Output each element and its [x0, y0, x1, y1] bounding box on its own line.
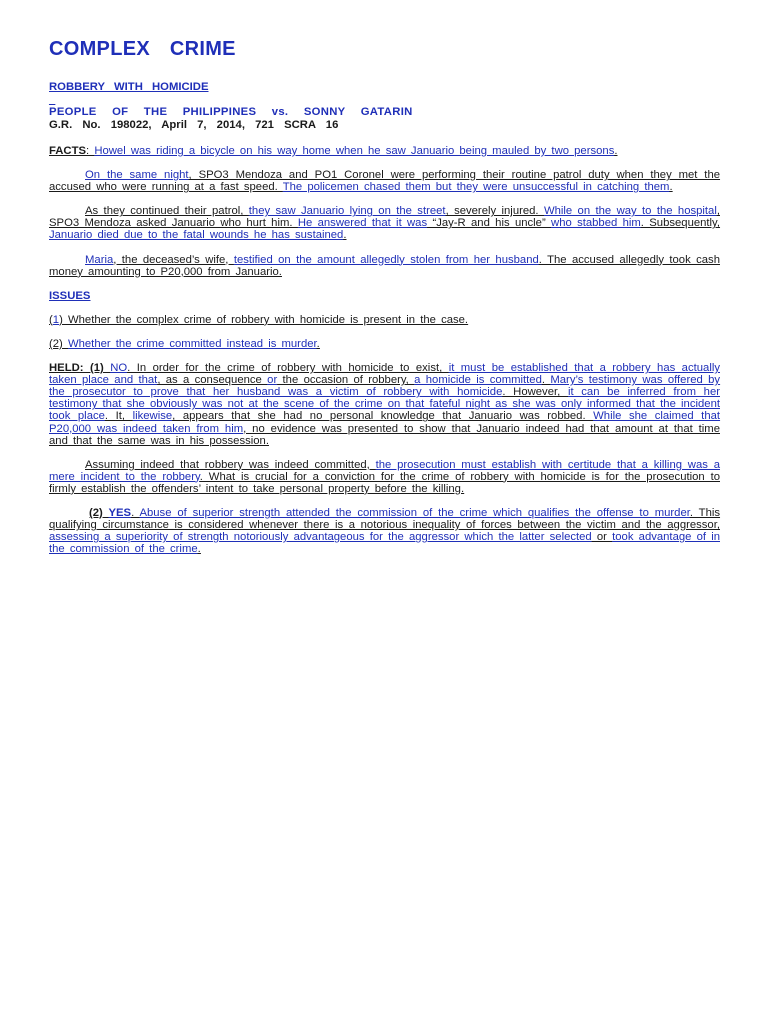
text-run: .: [541, 374, 551, 387]
text-run: As they continued their patrol,: [85, 205, 249, 218]
highlighted-text-run: the prosecution must establish with certitude that a killing was a mere incident to the robbery: [49, 458, 720, 483]
highlighted-text-run: it can be inferred from her testimony that she obviously was not at the scene of the crime on that fateful night as she was only informed that the incident took place: [49, 386, 720, 423]
page-title: COMPLEX CRIME: [49, 38, 236, 60]
highlighted-text-run: likewise: [132, 410, 173, 423]
issue-1: [49, 314, 720, 326]
held-paragraph-3: [49, 507, 720, 555]
highlighted-text-run: assessing a superiority of strength notoriously advantageous for the aggressor which the latter selected: [49, 531, 592, 544]
text-run: . What is crucial for a conviction for the crime of robbery with homicide is for the prosecution to firmly establish the offenders’ intent to take personal property before the killing.: [49, 470, 720, 495]
highlighted-text-run: Howel was riding a bicycle on his way home when he saw Januario being mauled by two persons: [94, 145, 615, 157]
facts-paragraph-4: [49, 254, 720, 278]
highlighted-text-run: YES: [108, 506, 132, 519]
highlighted-text-run: it must be established that a robbery has actually taken place and that: [49, 362, 720, 387]
text-run: the occasion of robbery,: [277, 374, 415, 387]
issues-heading: [49, 290, 720, 302]
held-paragraph-1: [49, 362, 720, 447]
highlighted-text-run: who stabbed him: [551, 217, 641, 230]
text-run: . This qualifying circumstance is considered whenever there is a notorious inequality of forces between the victim and the aggressor,: [49, 506, 721, 532]
text-run: : (1): [79, 362, 111, 375]
highlighted-text-run: NO: [110, 362, 128, 375]
text-run: .: [104, 410, 116, 423]
text-run: ,: [121, 410, 133, 423]
text-run: , SPO3 Mendoza and PO1 Coronel were performing their routine patrol duty when they met the accused who were running at a fast speed.: [49, 169, 721, 194]
highlighted-text-run: or: [267, 374, 278, 387]
highlighted-text-run: While she claimed that P20,000 was indeed taken from him: [49, 410, 721, 435]
text-run: . Subsequently,: [640, 217, 721, 230]
text-run: , as a consequence: [157, 374, 268, 387]
held-paragraph-2: [49, 459, 720, 495]
case-title: PEOPLE OF THE PHILIPPINES vs. SONNY GATARIN: [49, 106, 413, 118]
highlighted-text-run: Maria: [85, 253, 114, 266]
highlighted-text-run: Januario died due to the fatal wounds he has sustained: [49, 229, 344, 242]
text-run: , no evidence was presented to show that Januario indeed had that amount at that time and that the same was in his possession.: [49, 422, 720, 447]
text-run: (2): [89, 506, 109, 519]
highlighted-text-run: The policemen chased them but they were unsuccessful in catching them: [282, 181, 670, 194]
facts-paragraph-1: [49, 145, 720, 157]
text-run: .: [614, 145, 618, 157]
text-run: :: [86, 145, 95, 157]
highlighted-text-run: On the same night: [85, 169, 189, 182]
highlighted-text-run: testified on the amount allegedly stolen from her husband: [233, 253, 539, 266]
highlighted-text-run: took advantage of in the commission of the crime: [49, 531, 720, 556]
facts-paragraph-3: [49, 205, 720, 241]
underscore-line: _: [49, 94, 56, 106]
highlighted-text-run: they saw Januario lying on the street: [248, 205, 446, 218]
text-run: .: [197, 543, 201, 556]
text-run: (2): [49, 337, 68, 350]
text-run: (: [49, 313, 53, 326]
case-citation: G.R. No. 198022, April 7, 2014, 721 SCRA 16: [49, 119, 339, 131]
text-run: FACTS: [49, 145, 87, 157]
text-run: , SPO3 Mendoza asked Januario who hurt him.: [49, 205, 720, 230]
highlighted-text-run: Whether the crime committed instead is murder: [67, 337, 317, 350]
highlighted-text-run: 1: [52, 313, 60, 326]
text-run: HELD: [49, 362, 80, 375]
text-run: or: [591, 531, 613, 544]
issues-label: ISSUES: [49, 289, 91, 302]
facts-paragraph-2: [49, 169, 720, 193]
text-run: .: [316, 337, 320, 350]
text-run: “Jay-R and his uncle”: [427, 217, 552, 230]
text-run: .: [131, 506, 140, 519]
highlighted-text-run: a homicide is committed: [414, 374, 542, 387]
text-run: .: [669, 181, 673, 194]
highlighted-text-run: While on the way to the hospital: [543, 205, 717, 218]
text-run: It: [115, 410, 122, 423]
issue-2: [49, 338, 720, 350]
section-heading: ROBBERY WITH HOMICIDE: [49, 81, 209, 93]
text-run: . However,: [502, 386, 568, 399]
highlighted-text-run: Mary’s testimony was offered by the prosecutor to prove that her husband was a victim of robbery with homicide: [49, 374, 721, 399]
text-run: . In order for the crime of robbery with homicide to exist,: [127, 362, 449, 375]
text-run: Assuming indeed that robbery was indeed committed,: [85, 458, 376, 471]
highlighted-text-run: He answered that it was: [297, 217, 428, 230]
document-body: [49, 38, 720, 567]
highlighted-text-run: Abuse of superior strength attended the commission of the crime which qualifies the offense to murder: [139, 506, 690, 519]
text-run: , the deceased’s wife,: [113, 253, 234, 266]
text-run: ) Whether the complex crime of robbery with homicide is present in the case.: [59, 313, 469, 326]
text-run: . The accused allegedly took cash money amounting to P20,000 from Januario.: [49, 253, 720, 278]
text-run: .: [343, 229, 347, 242]
text-run: , severely injured.: [445, 205, 544, 218]
text-run: , appears that she had no personal knowledge that Januario was robbed.: [172, 410, 594, 423]
